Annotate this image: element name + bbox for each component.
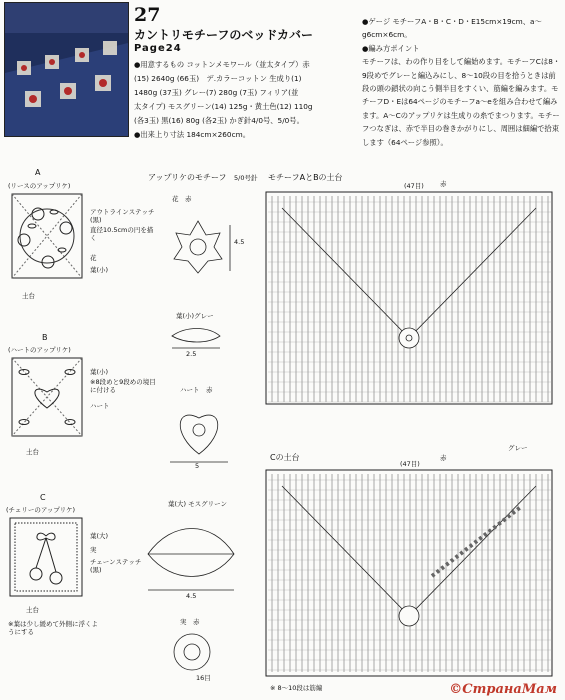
chart-c-grid [262, 466, 558, 680]
flower-chart [160, 205, 240, 285]
notes-block [362, 15, 562, 149]
motif-a-diagram [8, 192, 86, 287]
materials-line: コットンメモワール（並太タイプ）赤 [186, 60, 310, 69]
motif-b-letter: B [42, 333, 48, 342]
heart-dimension: 5 [195, 462, 200, 470]
motif-c-diagram [6, 516, 86, 602]
chart-ab-grid [262, 188, 558, 410]
motif-c-chain: チェーンステッチ(黒) [90, 558, 142, 574]
page-reference: Page24 [134, 43, 182, 54]
motif-b-leaf: 葉(小) [90, 368, 109, 376]
motif-a-stitch: アウトラインステッチ(黒) [90, 208, 155, 224]
watermark: ©СтранаМам [449, 682, 557, 697]
motif-c-base: 土台 [26, 606, 39, 614]
fruit-chart [160, 628, 230, 676]
chart-c-gray: グレー [508, 444, 528, 452]
method-text: モチーフは、わの作り目をして編始めます。モチーフCは8・9段めでグレーと編込みにし、8〜10段の目を拾うときは前段の頭の鎖状の向こう側半目をすくい、筋編を編みます。モチーフD・Eは64ページのモチーフa〜eを組み合わせて編みます。A〜Cのアップリケは生成りの糸でまつります。モチーフつなぎは、赤で半目の巻きかがりにし、周囲は細編で拾束します（64ページ参照）。 [362, 57, 561, 147]
heart-label: ハート 赤 [180, 386, 213, 394]
gauge-label: ● ゲージ [362, 17, 390, 26]
pattern-number: 27 [134, 4, 161, 26]
flower-dimension: 4.5 [234, 238, 245, 246]
leaf-large-chart [142, 512, 242, 594]
chart-c-note: ※ 8〜10段は筋編 [270, 684, 323, 692]
motif-c-letter: C [40, 493, 46, 502]
size-label: ● 出来上り寸法 [134, 130, 184, 139]
motif-b-base: 土台 [26, 448, 39, 456]
materials-label: ● 用意するもの [134, 60, 184, 69]
motif-c-note: ※葉は少し緩めて外側に浮くようにする [8, 620, 98, 636]
applique-heading: アップリケのモチーフ [148, 173, 227, 182]
materials-block [134, 58, 354, 142]
motif-a-caption: (リースのアップリケ) [8, 182, 71, 190]
motif-a-leaf: 葉(小) [90, 266, 109, 274]
motif-c-fruit: 実 [90, 546, 97, 554]
gauge-text: モチーフA・B・C・D・E15cm×19cm、a〜g6cm×6cm。 [362, 17, 542, 40]
motif-b-note: ※8段めと9段めの境目に付ける [90, 378, 156, 394]
pattern-title: カントリモチーフのベッドカバー [134, 28, 314, 42]
motif-b-diagram [8, 356, 86, 442]
leaf-large-dimension: 4.5 [186, 592, 197, 600]
leaf-small-dimension: 2.5 [186, 350, 197, 358]
leaf-small-chart [168, 322, 228, 354]
motif-c-leaf: 葉(大) [90, 532, 109, 540]
motif-b-heart: ハート [90, 402, 110, 410]
chart-ab-color: 赤 [440, 180, 447, 188]
method-label: ● 編み方ポイント [362, 42, 562, 55]
motif-b-caption: (ハートのアップリケ) [8, 346, 71, 354]
chart-c-title: Cの土台 [270, 453, 300, 462]
motif-a-base: 土台 [22, 292, 35, 300]
chart-c-count: (47目) [400, 460, 420, 468]
chart-ab-title: モチーフAとBの土台 [268, 173, 343, 182]
motif-a-circle-note: 直径10.5cmの円を描く [90, 226, 154, 242]
motif-a-flower: 花 [90, 254, 97, 262]
bedspread-photo [4, 2, 129, 137]
size-value: 184cm×260cm。 [186, 130, 250, 139]
materials-line: 太タイプ) モスグリーン(14) 125g・黄土色(12) 110g [134, 102, 313, 111]
chart-c-color: 赤 [440, 454, 447, 462]
motif-c-caption: (チェリーのアップリケ) [6, 506, 76, 514]
applique-needle: 5/0号針 [234, 174, 258, 182]
materials-line: (各3玉) 黒(16) 80g (各2玉) かぎ針4/0号、5/0号。 [134, 116, 304, 125]
materials-line: 1480g (37玉) グレー(7) 280g (7玉) フィリア(並 [134, 88, 299, 97]
fruit-dimension: 16目 [196, 674, 211, 682]
heart-chart [164, 396, 234, 466]
leaf-small-label: 葉(小)グレー [176, 312, 214, 320]
leaf-large-label: 葉(大) モスグリーン [168, 500, 228, 508]
flower-label: 花 赤 [172, 195, 192, 203]
materials-line: (15) 2640g (66玉) デ.カラーコットン 生成り(1) [134, 74, 302, 83]
fruit-label: 実 赤 [180, 618, 200, 626]
chart-ab-count: (47目) [404, 182, 424, 190]
motif-a-letter: A [35, 168, 41, 177]
